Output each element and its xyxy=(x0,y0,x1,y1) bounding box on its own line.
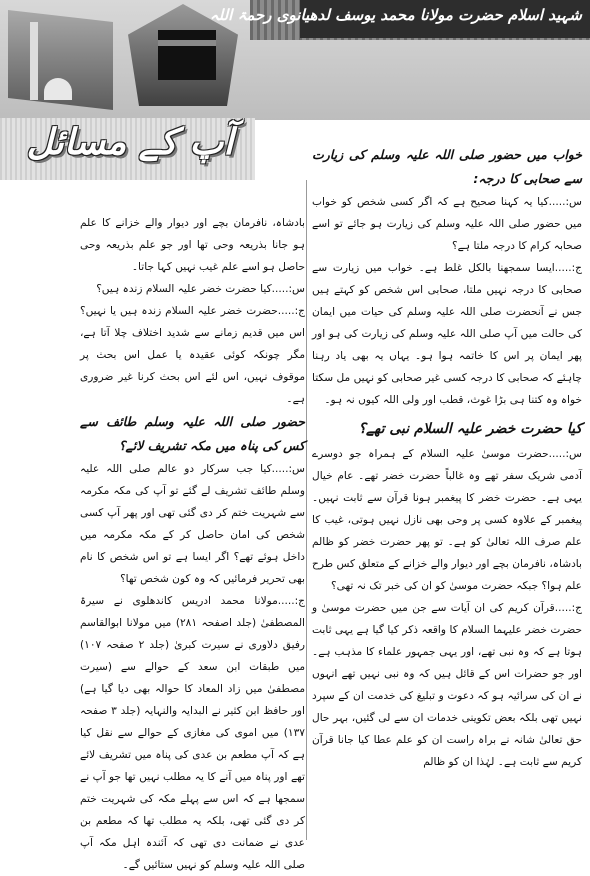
section-banner xyxy=(0,118,255,180)
minaret-image xyxy=(30,22,38,100)
question-khizr-alive: س:.....کیا حضرت خضر علیہ السلام زندہ ہیں؟ xyxy=(96,283,305,295)
continued-answer: بادشاہ، نافرمان بچے اور دیوار والے خزانے کا علم ہو جانا بذریعہ وحی تھا اور جو علم بذریعہ وحی حاصل ہو اسے علم غیب نہیں کہا جاتا۔ xyxy=(80,217,305,273)
question-dream: س:.....کیا یہ کہنا صحیح ہے کہ اگر کسی شخص کو خواب میں حضور صلی اللہ علیہ وسلم کی زیارت ہو جائے تو اسے صحابہ کرام کا درجہ ملتا ہے؟ xyxy=(312,196,582,252)
green-dome-image xyxy=(44,78,72,100)
kaaba-image xyxy=(158,30,216,80)
answer-taif: ج:.....مولانا محمد ادریس کاندھلوی نے سیرۃ المصطفیٰ (جلد اصفحہ ۲۸۱) میں مولانا ابوالقاسم رفیق دلاوری نے سیرت کبریٰ (جلد ۲ صفحہ ۱۰۷) میں طبقات ابن سعد کے حوالے سے (سیرت مصطفیٰ میں زاد المعاد کا حوالہ بھی دیا گیا ہے) اور حافظ ابن کثیر نے البدایہ والنہایہ (جلد ۳ صفحہ ۱۳۷) میں اموی کی مغازی کے حوالے سے نقل کیا ہے کہ آپ مطعم بن عدی کی پناہ میں تشریف لائے تھے اور پناہ میں آنے کا یہ مطلب نہیں تھا جو آپ نے سمجھا ہے کہ اس سے پہلے مکہ کی شہریت ختم کر دی گئی تھی، بلکہ یہ مطلب تھا کہ مطعم بن عدی نے ضمانت دی تھی کہ آئندہ اہل مکہ آپ صلی اللہ علیہ وسلم کو نہیں ستائیں گے۔ xyxy=(80,595,305,871)
kaaba-band xyxy=(158,40,216,46)
right-column xyxy=(312,143,582,853)
heading-khizr-prophet: کیا حضرت خضر علیہ السلام نبی تھے؟ xyxy=(358,421,582,437)
left-column xyxy=(80,212,305,871)
question-khizr: س:.....حضرت موسیٰ علیہ السلام کے ہمراہ جو دوسرے آدمی شریک سفر تھے وہ غالباً حضرت خضر تھے۔ عام خیال یہی ہے۔ حضرت خضر کا پیغمبر ہونا قرآن سے ثابت نہیں۔ پیغمبر کے علاوہ کسی پر وحی بھی نازل نہیں ہوتی، غیب کا علم صرف اللہ تعالیٰ کو ہے۔ تو پھر حضرت خضر کو ظالم بادشاہ، نافرمان بچے اور دیوار والے خزانے کے متعلق کس طرح علم ہوا؟ جبکہ حضرت موسیٰ کو ان کی خبر تک نہ تھی؟ xyxy=(312,448,582,592)
question-taif: س:.....کیا جب سرکار دو عالم صلی اللہ علیہ وسلم طائف تشریف لے گئے تو آپ کی مکہ مکرمہ سے شہریت ختم کر دی گئی تھی اور پھر آپ کسی شخص کی امان حاصل کر کے مکہ مکرمہ میں داخل ہوئے تھے؟ اگر ایسا ہے تو اس شخص کا نام بھی تحریر فرمائیں کہ وہ کون شخص تھا؟ xyxy=(80,463,305,585)
column-divider xyxy=(306,180,307,840)
answer-khizr-alive: ج:.....حضرت خضر علیہ السلام زندہ ہیں یا نہیں؟ اس میں قدیم زمانے سے شدید اختلاف چلا آتا ہے، مگر چونکہ کوئی عقیدہ یا عمل اس بحث پر موقوف نہیں، اس لئے اس بحث کرنا غیر ضروری ہے۔ xyxy=(80,305,305,405)
heading-taif: حضور صلی اللہ علیہ وسلم طائف سے کس کی پناہ میں مکہ تشریف لائے؟ xyxy=(80,414,305,453)
section-title: آپ کے مسائل xyxy=(26,122,234,163)
header-banner xyxy=(0,0,590,120)
answer-dream: ج:.....ایسا سمجھنا بالکل غلط ہے۔ خواب میں زیارت سے صحابی کا درجہ نہیں ملتا، صحابی اس شخص کو کہتے ہیں جس نے آنحضرت صلی اللہ علیہ وسلم کی حیات میں ایمان کی حالت میں آپ صلی اللہ علیہ وسلم کی زیارت کی ہو اور پھر ایمان پر اس کا خاتمہ ہوا ہو۔ یہاں یہ بھی یاد رہنا چاہئے کہ صحابی کا درجہ کسی غیر صحابی کو نہیں مل سکتا خواہ وہ کتنا ہی بڑا غوث، قطب اور ولی اللہ کیوں نہ ہو۔ xyxy=(312,262,582,406)
answer-khizr: ج:.....قرآن کریم کی ان آیات سے جن میں حضرت موسیٰ و حضرت خضر علیہما السلام کا واقعہ ذکر کیا گیا ہے یہی ثابت ہوتا ہے کہ وہ نبی تھے، اور یہی جمہور علماء کا مذہب ہے۔ اور جو حضرات اس کے قائل ہیں کہ وہ نبی نہیں تھے انہوں نے ان کی سرائیہ ہو کہ دعوت و تبلیغ کی خدمت ان کے سپرد نہیں تھی بلکہ بعض تکوینی خدمات ان سے لی گئیں، بہر حال حق تعالیٰ شانہ نے براہ راست ان کو علم عطا کیا جانا قرآن کریم سے ثابت ہے۔ لہٰذا ان کو ظالم xyxy=(312,602,582,768)
header-title: شہید اسلام حضرت مولانا محمد یوسف لدھیانوی رحمۃ اللہ xyxy=(209,6,582,24)
heading-dream-companion: خواب میں حضور صلی اللہ علیہ وسلم کی زیارت سے صحابی کا درجہ: xyxy=(312,147,582,186)
